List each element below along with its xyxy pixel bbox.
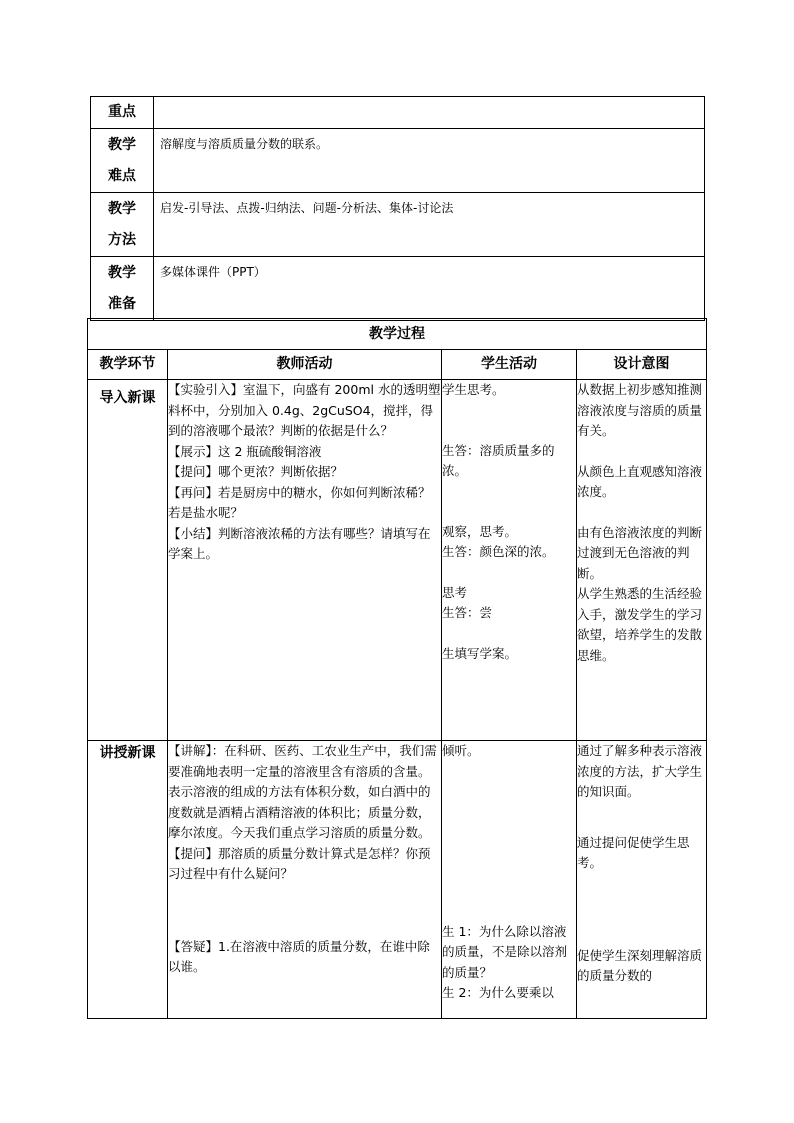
text-paragraph: 【提问】那溶质的质量分数计算式是怎样？你预习过程中有什么疑问？: [168, 845, 431, 881]
difficulty-value: 溶解度与溶质质量分数的联系。: [154, 129, 705, 193]
text-paragraph: 【展示】这 2 瓶硫酸铜溶液: [168, 443, 322, 459]
text-paragraph: 【提问】哪个更浓？判断依据？: [168, 464, 344, 479]
text-paragraph: 学生思考。: [442, 382, 505, 397]
text-paragraph: 通过了解多种表示溶液浓度的方法，扩大学生的知识面。: [577, 743, 703, 799]
text-paragraph: 【再问】若是厨房中的糖水，你如何判断浓稀？若是盐水呢？: [168, 484, 431, 520]
section-lecture-student: [442, 741, 577, 1019]
header-student: 学生活动: [442, 350, 577, 380]
teaching-process-table: [87, 318, 707, 1019]
text-paragraph: 生答：颜色深的浓。: [442, 544, 555, 559]
text-paragraph: 【实验引入】室温下，向盛有 200ml 水的透明塑料杯中，分别加入 0.4g、2gCuSO4，搅拌，得到的溶液哪个最浓？判断的依据是什么？: [168, 382, 441, 438]
text-paragraph: 生答：尝: [442, 605, 493, 620]
process-title: 教学过程: [88, 319, 707, 350]
text-paragraph: 思考: [442, 584, 468, 600]
lesson-info-table: [90, 96, 705, 321]
text-paragraph: 【答疑】1.在溶液中溶质的质量分数，在谁中除以谁。: [168, 938, 430, 974]
section-lecture-label: 讲授新课: [88, 741, 168, 1019]
text-paragraph: 从颜色上直观感知溶液浓度。: [577, 463, 703, 499]
text-paragraph: 从学生熟悉的生活经验入手，激发学生的学习欲望，培养学生的发散思维。: [577, 586, 703, 663]
text-paragraph: 由有色溶液浓度的判断过渡到无色溶液的判断。: [577, 524, 703, 581]
text-paragraph: 观察，思考。: [442, 523, 518, 539]
text-paragraph: 促使学生深刻理解溶质的质量分数的: [577, 947, 703, 983]
header-teacher: 教师活动: [168, 350, 442, 380]
difficulty-label: 教学 难点: [91, 129, 154, 193]
key-points-value: [154, 97, 705, 129]
header-intent: 设计意图: [577, 350, 707, 380]
section-intro-label: 导入新课: [88, 380, 168, 741]
text-paragraph: 倾听。: [442, 743, 480, 758]
section-intro-teacher: [168, 380, 442, 741]
preparation-label: 教学 准备: [91, 257, 154, 321]
text-paragraph: 生答：溶质质量多的浓。: [442, 442, 555, 478]
preparation-value: 多媒体课件（PPT）: [154, 257, 705, 321]
header-stage: 教学环节: [88, 350, 168, 380]
method-label: 教学 方法: [91, 193, 154, 257]
text-paragraph: 生填写学案。: [442, 645, 518, 661]
text-paragraph: 【讲解】：在科研、医药、工农业生产中，我们需要准确地表明一定量的溶液里含有溶质的含量。表示溶液的组成的方法有体积分数，如白酒中的度数就是酒精占酒精溶液的体积比；质量分数，摩尔浓度。今天我们重点学习溶质的质量分数。: [168, 743, 437, 840]
text-paragraph: 从数据上初步感知推测溶液浓度与溶质的质量有关。: [577, 382, 703, 438]
section-intro-student: [442, 380, 577, 741]
text-paragraph: 生 2：为什么要乘以: [442, 985, 554, 1000]
section-lecture-teacher: [168, 741, 442, 1019]
text-paragraph: 生 1：为什么除以溶液的质量，不是除以溶剂的质量？: [442, 923, 568, 980]
section-intro-intent: [577, 380, 707, 741]
method-value: 启发-引导法、点拨-归纳法、问题-分析法、集体-讨论法: [154, 193, 705, 257]
text-paragraph: 通过提问促使学生思考。: [577, 834, 690, 870]
section-lecture-intent: [577, 741, 707, 1019]
text-paragraph: 【小结】判断溶液浓稀的方法有哪些？请填写在学案上。: [168, 525, 431, 561]
key-points-label: 重点: [91, 97, 154, 129]
